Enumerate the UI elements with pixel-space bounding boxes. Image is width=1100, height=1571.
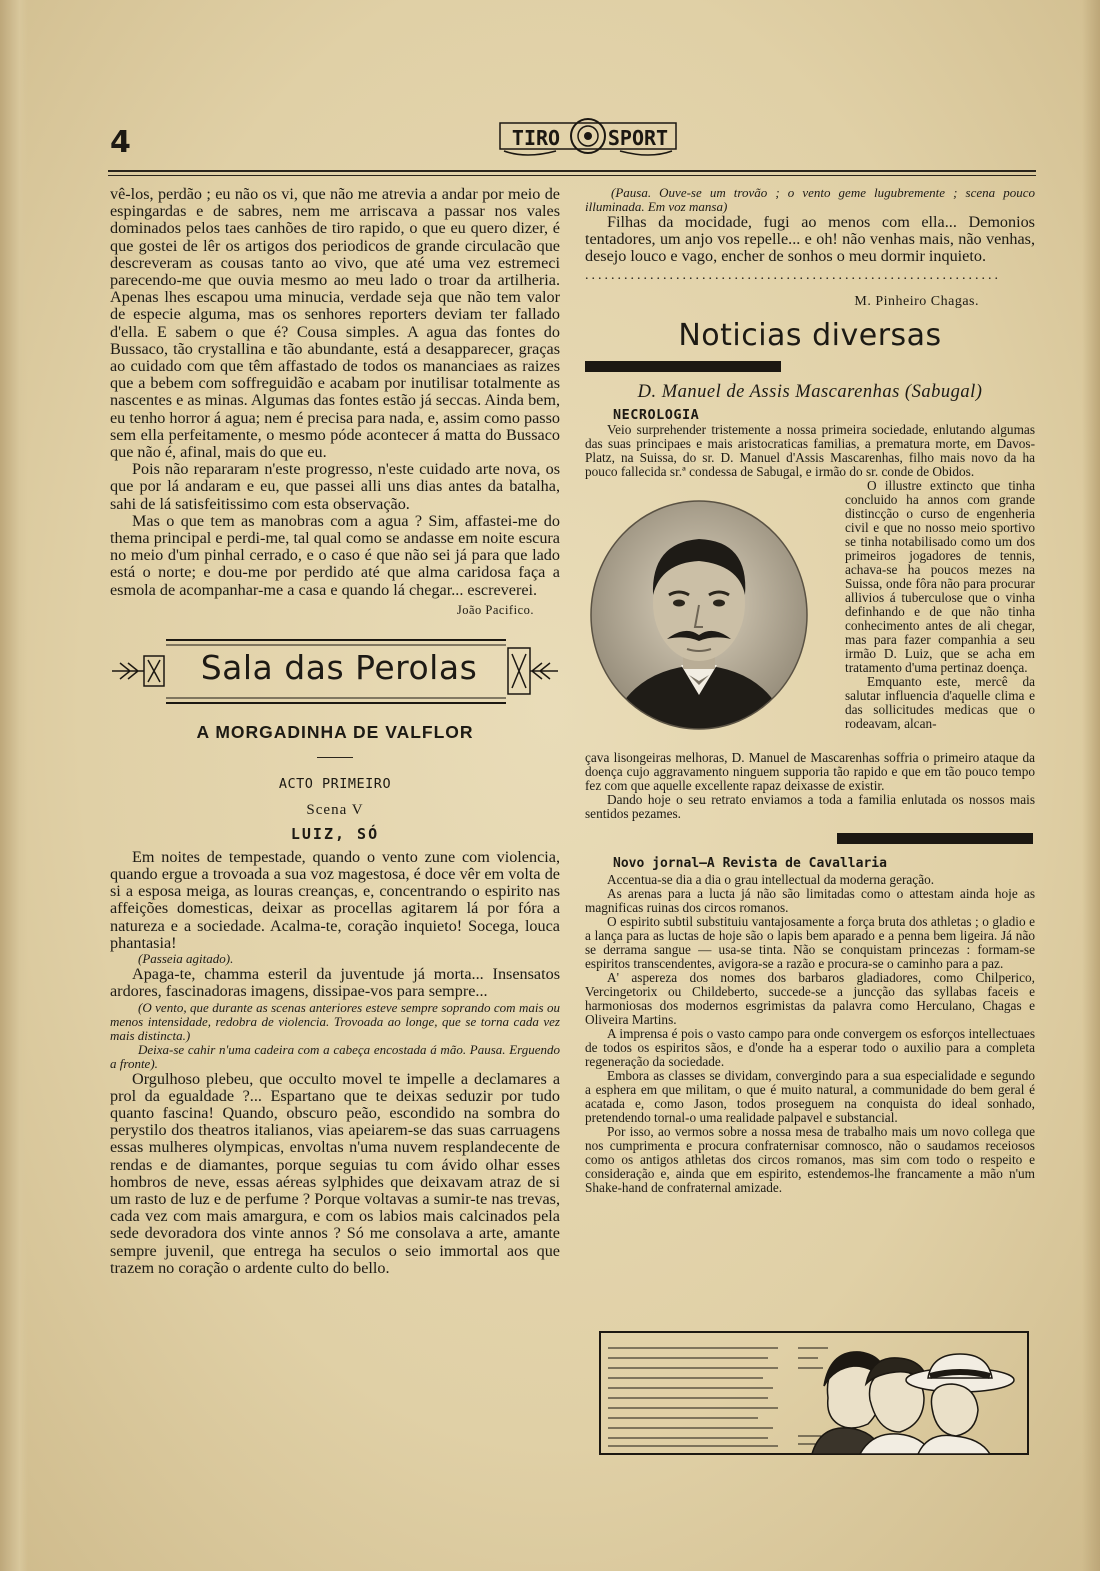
article-paragraph: Mas o que tem as manobras com a agua ? Sim, affastei-me do thema principal e perdi-me, tal qual como se andasse em noite escura no meio d'um pinhal cerrado, e o caso é que não sei já para que lado está o norte; e dou-me por perdido até que alma caridosa faça a esmola de acompanhar-me a casa e quando lá chegar... escreverei.: [110, 511, 560, 599]
news-paragraph: As arenas para a lucta já não são limitadas como o attestam ainda hoje as magnificas ruinas dos circos romanos.: [585, 885, 1035, 915]
obituary-float-text: [845, 479, 1035, 731]
play-title: A MORGADINHA DE VALFLOR: [196, 721, 474, 742]
right-column: [585, 186, 1035, 1195]
header-rule: [108, 170, 1036, 172]
article-paragraph: Pois não repararam n'este progresso, n'este cuidado arte nova, os que por lá andaram e eu, que passei alli uns dias antes da batalha, sahi de lá satisfeitissimo com esta observação.: [110, 460, 560, 513]
divider: [317, 757, 353, 758]
obituary-paragraph: O illustre extincto que tinha concluido ha annos com grande distincção o curso de engenheria civil e que no nosso meio sportivo se tinha notabilisado como um dos primeiros jogadores de tennis, achava-se ha poucos mezes na Suissa, onde fôra não para procurar allivios á tuberculose que o vinha definhando e de que não tinha conhecimento antes de ali chegar, mas para fazer companhia a seu irmão D. Luiz, que se acha em tratamento d'uma pertinaz doença.: [845, 477, 1035, 675]
page-edge-shadow-right: [1082, 0, 1100, 1571]
portrait-image: [589, 499, 809, 731]
play-paragraph: Em noites de tempestade, quando o vento zune com violencia, quando ergue a trovoada a sua voz magestosa, é doce vêr em volta de si a esposa meiga, as louras creanças, e, concentrando o espirito nas affeições domesticas, deixar as procellas agitarem lá por fóra a natureza e a sociedade. Acalma-te, coração inquieto! Socega, louca phantasia!: [110, 847, 560, 952]
dotted-separator: ................................................................: [585, 267, 1001, 283]
portrait-section: [585, 479, 1035, 751]
header-rule-thin: [108, 175, 1036, 176]
news-headline: Novo jornal—A Revista de Cavallaria: [613, 855, 887, 871]
left-column: [110, 186, 560, 1277]
section-bar: [837, 833, 1033, 844]
obituary-paragraph: Veio surprehender tristemente a nossa primeira sociedade, enlutando algumas das suas principaes e mais aristocraticas familias, a prematura morte, em Davos-Platz, na Suissa, do sr. D. Manuel d'Assis Mascarenhas, filho mais novo da ha pouco fallecida sr.ª condessa de Sabugal, e irmão do sr. conde de Obidos.: [585, 421, 1035, 479]
noticias-diversas-title: Noticias diversas: [678, 317, 942, 353]
masthead-logo: [496, 113, 680, 161]
section-bar: [585, 361, 781, 372]
obituary-paragraph: Dando hoje o seu retrato enviamos a toda a familia enlutada os nossos mais sentidos pezames.: [585, 791, 1035, 821]
play-paragraph: Apaga-te, chamma esteril da juventude já morta... Insensatos ardores, fascinadoras imagens, dissipae-vos para sempre...: [110, 965, 560, 1001]
news-paragraph: Por isso, ao vermos sobre a nossa mesa de trabalho mais um novo collega que nos cumprimenta e procura confraternisar comnosco, não o saudamos receiosos como os antigos athletas dos circos romanos, mas sim com todo o respeito e consideração e, ainda que em espirito, estendemos-lhe francamente a mão n'um Shake-hand de confraternal amizade.: [585, 1123, 1035, 1195]
page-edge-shadow-left: [0, 0, 28, 1571]
character-heading: LUIZ, SÓ: [290, 824, 380, 843]
stage-direction: (Pausa. Ouve-se um trovão ; o vento geme lugubremente ; scena pouco illuminada. Em voz mansa): [585, 185, 1035, 214]
necrologia-label: NECROLOGIA: [613, 406, 700, 423]
act-heading: ACTO PRIMEIRO: [278, 775, 392, 792]
stage-direction: (O vento, que durante as scenas anteriores esteve sempre soprando com mais ou menos intensidade, redobra de violencia. Trovoada ao longe, que se torna cada vez mais distincta.): [110, 999, 560, 1043]
sala-das-perolas-title: Sala das Perolas: [200, 647, 478, 687]
author-signature: João Pacifico.: [456, 602, 534, 617]
news-paragraph: A' aspereza dos nomes dos barbaros gladiadores, como Chilperico, Vercingetorix ou Childeberto, succede-se a juncção das syllabas faceis e harmoniosas dos modernos esgrimistas da palavra como Herculano, Chagas e Oliveira Martins.: [585, 969, 1035, 1027]
play-paragraph: Filhas da mocidade, fugi ao menos com ella... Demonios tentadores, um anjo vos repelle... e oh! não venhas mais, não venhas, desejo louco e vago, encher de sonhos o meu dormir inquieto.: [585, 213, 1035, 266]
scene-heading: Scena V: [306, 801, 364, 818]
svg-text:TIRO: TIRO: [511, 126, 561, 150]
article-paragraph: vê-los, perdão ; eu não os vi, que não me atrevia a andar por meio de espingardas e de sabres, nem me arriscava a passar nos vales dominados pelos taes canhões de tiro rapido, o que eu quero dizer, é que gostei de lêr os artigos dos periodicos de grande circulacão que descreveram as cousas tanto ao vivo, que até uma vez estremeci parecendo-me que ouvia mesmo ao meu lado o troar da artilheria. Apenas lhes escapou uma minucia, verdade seja que não tem valor de especie alguma, mas os senhores reporters deviam ter fallado d'ella. E sabem o que é? Cousa simples. A agua das fontes do Bussaco, tão crystallina e tão abundante, está a desapparecer, graças ao cuidado com que têm affastado de todos os mananciaes as raizes que a bebem com soffreguidão e acabam por inutilisar totalmente as nascentes e as minas. Algumas das fontes estão já seccas. Ainda bem, eu tenho horror á agua; nem é precisa para nada, e, assim como passo sem ella perfeitamente, o mesmo póde acontecer á matta do Bussaco que não é, afinal, mais do que eu.: [110, 185, 560, 462]
news-paragraph: Embora as classes se dividam, convergindo para a sua especialidade e segundo a esphera em que militam, o que é muito natural, a communidade do bem geral é acatada e, como Jason, todos proseguem na conquista do ideal sonhado, pretendendo tornal-o uma realidade palpavel e substancial.: [585, 1067, 1035, 1125]
obituary-paragraph: çava lisongeiras melhoras, D. Manuel de Mascarenhas soffria o primeiro ataque da doença cujo aggravamento ninguem supporia tão rapido e que em tão pouco tempo fez com que aquelle excellente rapaz deixasse de existir.: [585, 749, 1035, 793]
stage-direction: Deixa-se cahir n'uma cadeira com a cabeça encostada á mão. Pausa. Erguendo a fronte).: [110, 1041, 560, 1071]
ladies-illustration: [598, 1328, 1030, 1458]
obituary-title: D. Manuel de Assis Mascarenhas (Sabugal): [637, 381, 983, 402]
page-number: 4: [110, 125, 131, 160]
sala-das-perolas-banner: [110, 636, 560, 710]
stage-direction: (Passeia agitado).: [138, 951, 234, 967]
author-signature: M. Pinheiro Chagas.: [854, 293, 979, 309]
news-paragraph: Accentua-se dia a dia o grau intellectual da moderna geração.: [607, 871, 935, 887]
svg-text:SPORT: SPORT: [607, 126, 669, 150]
play-paragraph: Orgulhoso plebeu, que occulto movel te impelle a declamares a prol da egualdade ?... Espartano que te deixas seduzir por tudo quanto fascina! Quando, obscuro peão, escondido na sombra do perystilo dos theatros italianos, vias apeiarem-se das suas carruagens essas mulheres olympicas, envoltas n'uma nuvem resplandecente de rendas e de diamantes, porque seguias tu com ávido olhar esses hombros de neve, essas aéreas sylphides que deixavam atraz de si um rasto de luz e de perfume ? Porque voltavas a sumir-te nas trevas, cada vez com mais amargura, e com os labios mais calcinados pela sede devoradora dos vinte annos ? Só me consolava a arte, amante sempre juvenil, que entrega ha seculos o seio immortal aos que trazem no coração o ardente culto do bello.: [110, 1069, 560, 1277]
news-paragraph: A imprensa é pois o vasto campo para onde convergem os esforços intellectuaes de todos os espiritos sãos, e d'onde ha a esperar todo o auxilio para a completa regeneração da sociedade.: [585, 1025, 1035, 1069]
obituary-paragraph: Emquanto este, mercê da salutar influencia d'aquelle clima e das sollicitudes medicas que o rodeavam, alcan-: [845, 673, 1035, 731]
news-paragraph: O espirito subtil substituiu vantajosamente a força bruta dos athletas ; o gladio e a lança para as luctas de hoje são o lapis bem aparado e a penna bem ligeira. Já não se derrama sangue — usa-se tinta. Não se conquistam princezas : formam-se espiritos transcendentes, avigora-se a razão e procura-se o caminho para a paz.: [585, 913, 1035, 971]
